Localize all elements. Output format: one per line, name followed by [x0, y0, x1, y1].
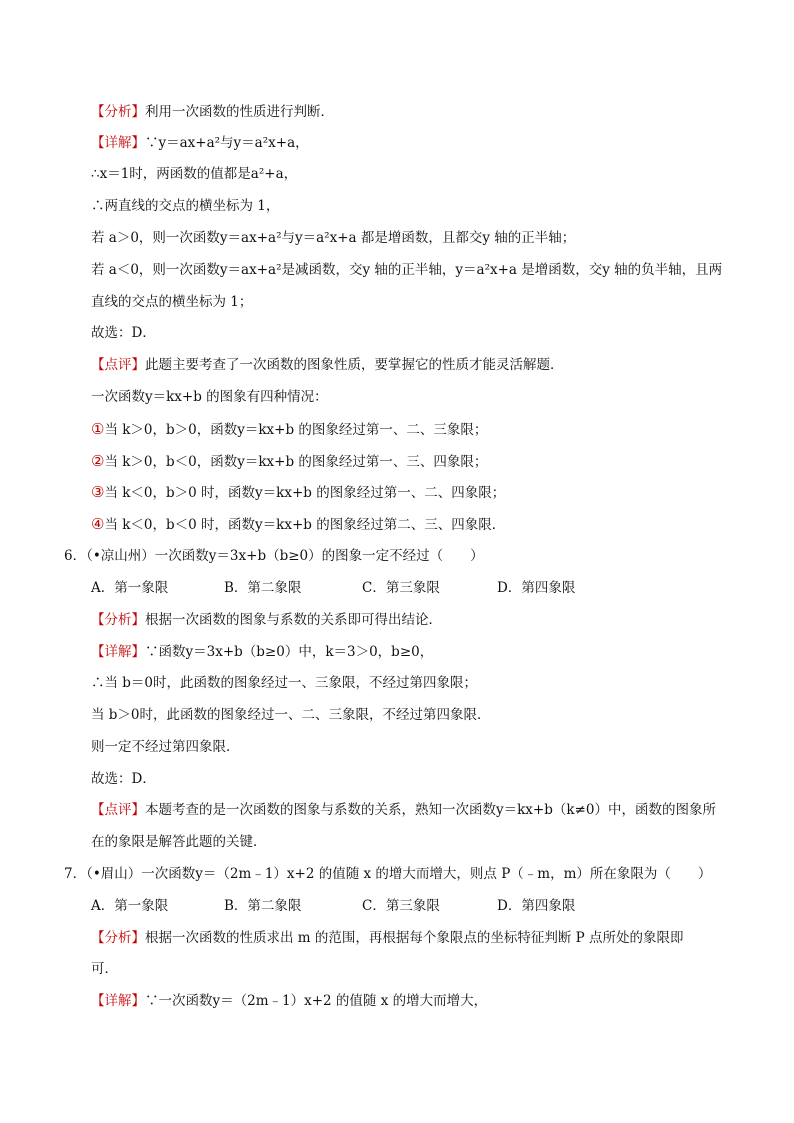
option-b: B．第二象限 — [224, 898, 302, 914]
case-item: ①当 k＞0，b＞0，函数y＝kx+b 的图象经过第一、二、三象限； — [91, 420, 488, 438]
analysis-6: 【分析】根据一次函数的图象与系数的关系即可得出结论． — [91, 612, 442, 628]
option-b: B．第二象限 — [224, 580, 302, 596]
question-6: 6．（•凉山州）一次函数y＝3x+b（b≥0）的图象一定不经过（ ） — [64, 548, 484, 564]
detail-6-line: 当 b＞0时，此函数的图象经过一、二、三象限，不经过第四象限． — [91, 707, 491, 723]
option-d: D．第四象限 — [497, 898, 576, 914]
option-c: C．第三象限 — [362, 580, 440, 596]
option-a: A．第一象限 — [91, 580, 169, 596]
detail-5-line: ∴x＝1时，两函数的值都是a²+a， — [91, 166, 298, 182]
answer-5: 故选：D． — [91, 325, 156, 341]
detail-5-line: 直线的交点的横坐标为 1； — [91, 294, 253, 310]
answer-6: 故选：D． — [91, 771, 156, 787]
analysis-7-line: 可． — [91, 961, 118, 977]
detail-5: 【详解】∵y＝ax+a²与y＝a²x+a， — [91, 135, 309, 151]
option-d: D．第四象限 — [497, 580, 576, 596]
detail-5-line: 若 a＞0，则一次函数y＝ax+a²与y＝a²x+a 都是增函数，且都交y 轴的正半轴； — [91, 230, 576, 246]
analysis-5: 【分析】利用一次函数的性质进行判断． — [91, 104, 334, 120]
detail-6: 【详解】∵函数y＝3x+b（b≥0）中，k＝3＞0，b≥0， — [91, 644, 434, 660]
case-item: ④当 k＜0，b＜0 时，函数y＝kx+b 的图象经过第二、三、四象限． — [91, 515, 506, 533]
option-a: A．第一象限 — [91, 898, 169, 914]
detail-5-line: ∴两直线的交点的横坐标为 1， — [91, 198, 280, 214]
comment-6-line: 在的象限是解答此题的关键． — [91, 834, 267, 850]
detail-6-line: ∴当 b＝0时，此函数的图象经过一、三象限，不经过第四象限； — [91, 675, 478, 691]
case-item: ②当 k＞0，b＜0，函数y＝kx+b 的图象经过第一、三、四象限； — [91, 452, 488, 470]
comment-6: 【点评】本题考查的是一次函数的图象与系数的关系，熟知一次函数y＝kx+b（k≠0）中，函数的图象所 — [91, 802, 716, 818]
case-item: ③当 k＜0，b＞0 时，函数y＝kx+b 的图象经过第一、二、四象限； — [91, 483, 506, 501]
detail-7: 【详解】∵一次函数y＝（2m﹣1）x+2 的值随 x 的增大而增大， — [91, 993, 488, 1009]
detail-6-line: 则一定不经过第四象限． — [91, 739, 240, 755]
detail-5-line: 若 a＜0，则一次函数y＝ax+a²是减函数，交y 轴的正半轴，y＝a²x+a 是增函数，交y 轴的负半轴，且两 — [91, 262, 723, 278]
question-7: 7．（•眉山）一次函数y＝（2m﹣1）x+2 的值随 x 的增大而增大，则点 P（﹣m，m）所在象限为（ ） — [64, 866, 712, 882]
option-c: C．第三象限 — [362, 898, 440, 914]
comment-5: 【点评】此题主要考查了一次函数的图象性质，要掌握它的性质才能灵活解题． — [91, 357, 564, 373]
analysis-7: 【分析】根据一次函数的性质求出 m 的范围，再根据每个象限点的坐标特征判断 P 点所处的象限即 — [91, 930, 684, 946]
comment-5-line: 一次函数y＝kx+b 的图象有四种情况： — [91, 389, 328, 405]
